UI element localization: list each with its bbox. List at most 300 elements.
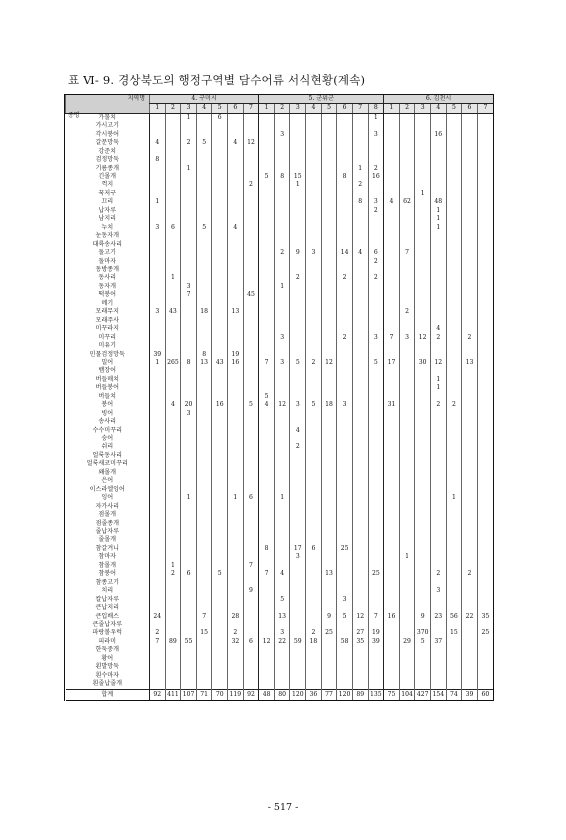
count-cell	[243, 300, 259, 308]
count-cell	[306, 477, 322, 485]
count-cell	[196, 655, 212, 663]
count-cell	[243, 334, 259, 342]
count-cell	[165, 629, 181, 637]
count-cell	[165, 579, 181, 587]
count-cell	[399, 579, 415, 587]
count-cell	[306, 418, 322, 426]
table-row	[66, 494, 494, 502]
count-cell	[462, 139, 478, 147]
count-cell	[259, 553, 275, 561]
count-cell	[228, 317, 244, 325]
count-cell: 1	[430, 376, 446, 384]
count-cell	[477, 646, 493, 654]
site-number-header: 4	[306, 104, 322, 113]
species-name: 갈문망둑	[95, 139, 120, 147]
count-cell	[399, 477, 415, 485]
count-cell	[181, 393, 197, 401]
count-cell	[243, 359, 259, 367]
count-cell	[274, 427, 290, 435]
count-cell	[415, 249, 431, 257]
count-cell	[477, 241, 493, 249]
total-cell: 71	[196, 689, 212, 700]
count-cell	[399, 207, 415, 215]
count-cell	[430, 545, 446, 553]
count-cell	[321, 173, 337, 181]
count-cell: 43	[212, 359, 228, 367]
count-cell	[446, 384, 462, 392]
count-cell	[212, 629, 228, 637]
count-cell	[399, 139, 415, 147]
count-cell	[462, 646, 478, 654]
count-cell	[259, 680, 275, 689]
count-cell: 12	[259, 638, 275, 646]
count-cell	[259, 655, 275, 663]
count-cell	[243, 511, 259, 519]
site-number-header: 7	[477, 104, 493, 113]
count-cell	[306, 384, 322, 392]
count-cell: 5	[306, 401, 322, 409]
count-cell	[446, 553, 462, 561]
count-cell	[337, 351, 353, 359]
count-cell	[337, 553, 353, 561]
count-cell	[290, 562, 306, 570]
count-cell	[352, 148, 368, 156]
count-cell	[399, 258, 415, 266]
count-cell	[165, 443, 181, 451]
count-cell: 1	[165, 274, 181, 282]
count-cell	[165, 215, 181, 223]
count-cell: 1	[228, 494, 244, 502]
count-cell	[243, 629, 259, 637]
count-cell	[368, 308, 384, 316]
count-cell: 3	[430, 587, 446, 595]
count-cell	[274, 672, 290, 680]
count-cell	[321, 655, 337, 663]
count-cell	[150, 291, 166, 299]
count-cell	[477, 376, 493, 384]
species-name: 메기	[101, 299, 114, 307]
count-cell: 5	[274, 596, 290, 604]
count-cell	[430, 646, 446, 654]
count-cell: 25	[337, 545, 353, 553]
count-cell	[368, 351, 384, 359]
count-cell	[352, 131, 368, 139]
species-name: 민물검정망둑	[89, 350, 125, 358]
count-cell	[196, 325, 212, 333]
count-cell	[477, 384, 493, 392]
table-row	[66, 131, 494, 139]
count-cell	[228, 646, 244, 654]
count-cell	[430, 148, 446, 156]
count-cell	[290, 418, 306, 426]
count-cell: 3	[274, 629, 290, 637]
count-cell	[306, 486, 322, 494]
count-cell	[274, 122, 290, 130]
count-cell	[228, 198, 244, 206]
count-cell: 1	[368, 113, 384, 122]
count-cell	[228, 427, 244, 435]
count-cell: 12	[352, 613, 368, 621]
count-cell	[196, 435, 212, 443]
site-number-header: 4	[430, 104, 446, 113]
count-cell	[259, 317, 275, 325]
count-cell: 14	[337, 249, 353, 257]
count-cell: 18	[321, 401, 337, 409]
count-cell	[212, 300, 228, 308]
count-cell	[446, 215, 462, 223]
count-cell	[243, 503, 259, 511]
count-cell: 265	[167, 358, 179, 366]
count-cell	[196, 646, 212, 654]
count-cell	[337, 570, 353, 578]
count-cell	[228, 604, 244, 612]
count-cell	[181, 545, 197, 553]
count-cell	[477, 190, 493, 198]
count-cell: 6	[243, 638, 259, 646]
count-cell	[462, 520, 478, 528]
count-cell	[306, 503, 322, 511]
count-cell	[150, 249, 166, 257]
count-cell: 13	[196, 359, 212, 367]
count-cell	[446, 646, 462, 654]
count-cell	[150, 672, 166, 680]
count-cell: 16	[430, 131, 446, 139]
species-name: 숭어	[101, 435, 114, 443]
count-cell	[259, 291, 275, 299]
count-cell	[446, 190, 462, 198]
count-cell	[477, 604, 493, 612]
count-cell	[321, 317, 337, 325]
count-cell	[399, 418, 415, 426]
count-cell	[274, 148, 290, 156]
count-cell	[243, 672, 259, 680]
count-cell	[477, 545, 493, 553]
count-cell	[228, 207, 244, 215]
count-cell: 31	[384, 401, 400, 409]
count-cell	[196, 207, 212, 215]
count-cell	[306, 511, 322, 519]
count-cell	[399, 131, 415, 139]
count-cell	[415, 376, 431, 384]
count-cell	[399, 266, 415, 274]
count-cell	[337, 663, 353, 671]
count-cell: 3	[337, 596, 353, 604]
count-cell	[399, 325, 415, 333]
count-cell	[321, 291, 337, 299]
count-cell	[430, 165, 446, 173]
count-cell	[165, 122, 181, 130]
count-cell	[212, 418, 228, 426]
count-cell	[243, 596, 259, 604]
count-cell	[306, 325, 322, 333]
count-cell	[352, 156, 368, 164]
count-cell	[462, 367, 478, 375]
count-cell	[196, 553, 212, 561]
table-row	[66, 384, 494, 392]
count-cell: 1	[274, 494, 290, 502]
count-cell	[243, 215, 259, 223]
count-cell	[212, 325, 228, 333]
count-cell	[321, 494, 337, 502]
count-cell	[352, 443, 368, 451]
count-cell	[462, 536, 478, 544]
count-cell	[415, 224, 431, 232]
region-header: 4. 구미시	[150, 95, 259, 104]
count-cell	[321, 367, 337, 375]
count-cell: 45	[243, 291, 259, 299]
count-cell	[430, 629, 446, 637]
count-cell	[321, 621, 337, 629]
count-cell	[352, 579, 368, 587]
count-cell	[368, 317, 384, 325]
count-cell: 22	[462, 613, 478, 621]
count-cell	[352, 393, 368, 401]
count-cell	[384, 587, 400, 595]
count-cell	[337, 672, 353, 680]
count-cell	[306, 435, 322, 443]
count-cell	[446, 503, 462, 511]
count-cell	[196, 672, 212, 680]
count-cell	[337, 283, 353, 291]
count-cell	[306, 680, 322, 689]
count-cell	[446, 325, 462, 333]
count-cell	[274, 393, 290, 401]
count-cell	[212, 427, 228, 435]
count-cell	[306, 646, 322, 654]
count-cell: 4	[228, 224, 244, 232]
count-cell	[368, 139, 384, 147]
count-cell	[337, 156, 353, 164]
count-cell: 3	[290, 553, 306, 561]
count-cell	[196, 638, 212, 646]
count-cell: 1	[430, 215, 446, 223]
species-name: 기름종개	[95, 164, 120, 172]
count-cell	[399, 494, 415, 502]
table-row	[66, 629, 494, 637]
count-cell: 3	[306, 249, 322, 257]
count-cell	[477, 300, 493, 308]
count-cell	[165, 393, 181, 401]
count-cell	[477, 520, 493, 528]
count-cell	[337, 308, 353, 316]
count-cell	[352, 300, 368, 308]
count-cell	[228, 241, 244, 249]
count-cell	[384, 291, 400, 299]
species-name: 횐발망둑	[95, 663, 120, 671]
count-cell	[321, 663, 337, 671]
species-name: 얼룩새코미꾸리	[86, 460, 128, 468]
count-cell	[368, 587, 384, 595]
count-cell	[181, 528, 197, 536]
count-cell	[150, 520, 166, 528]
count-cell	[415, 308, 431, 316]
count-cell	[321, 198, 337, 206]
count-cell	[384, 520, 400, 528]
species-name: 참갈겨니	[95, 544, 120, 552]
count-cell	[368, 435, 384, 443]
count-cell: 7	[384, 334, 400, 342]
count-cell	[259, 443, 275, 451]
count-cell	[228, 122, 244, 130]
count-cell	[306, 266, 322, 274]
count-cell	[368, 342, 384, 350]
count-cell: 2	[368, 274, 384, 282]
count-cell	[290, 536, 306, 544]
count-cell	[290, 215, 306, 223]
total-row	[66, 689, 494, 700]
count-cell	[368, 291, 384, 299]
count-cell: 35	[352, 638, 368, 646]
count-cell	[462, 291, 478, 299]
count-cell	[415, 215, 431, 223]
species-name: 돌마자	[98, 257, 117, 265]
count-cell	[446, 300, 462, 308]
count-cell	[462, 198, 478, 206]
count-cell	[368, 410, 384, 418]
count-cell	[165, 325, 181, 333]
table-row	[66, 452, 494, 460]
count-cell	[290, 604, 306, 612]
count-cell	[384, 528, 400, 536]
count-cell	[337, 503, 353, 511]
count-cell	[384, 376, 400, 384]
count-cell	[212, 190, 228, 198]
count-cell	[352, 308, 368, 316]
count-cell	[259, 494, 275, 502]
count-cell	[399, 410, 415, 418]
count-cell	[228, 418, 244, 426]
count-cell	[321, 410, 337, 418]
count-cell	[368, 621, 384, 629]
count-cell	[274, 342, 290, 350]
table-row	[66, 427, 494, 435]
count-cell	[243, 536, 259, 544]
table-row	[66, 266, 494, 274]
count-cell	[165, 486, 181, 494]
table-row	[66, 215, 494, 223]
count-cell	[243, 148, 259, 156]
count-cell: 5	[415, 638, 431, 646]
count-cell	[243, 443, 259, 451]
count-cell	[430, 274, 446, 282]
count-cell	[384, 511, 400, 519]
count-cell	[415, 156, 431, 164]
count-cell	[384, 469, 400, 477]
count-cell	[477, 249, 493, 257]
count-cell	[321, 122, 337, 130]
count-cell	[165, 384, 181, 392]
count-cell	[212, 317, 228, 325]
count-cell	[150, 207, 166, 215]
count-cell	[243, 122, 259, 130]
count-cell	[384, 410, 400, 418]
count-cell	[243, 621, 259, 629]
count-cell	[243, 579, 259, 587]
count-cell	[415, 621, 431, 629]
count-cell	[228, 536, 244, 544]
count-cell	[306, 579, 322, 587]
count-cell	[165, 663, 181, 671]
count-cell	[477, 232, 493, 240]
count-cell	[212, 477, 228, 485]
count-cell	[430, 418, 446, 426]
total-cell: 104	[399, 689, 415, 700]
count-cell	[181, 207, 197, 215]
count-cell	[446, 181, 462, 189]
count-cell	[321, 300, 337, 308]
count-cell	[446, 469, 462, 477]
count-cell: 2	[368, 258, 384, 266]
count-cell	[243, 435, 259, 443]
count-cell: 7	[259, 570, 275, 578]
count-cell	[352, 241, 368, 249]
count-cell	[321, 190, 337, 198]
count-cell	[415, 443, 431, 451]
count-cell	[181, 334, 197, 342]
count-cell	[337, 604, 353, 612]
count-cell	[181, 536, 197, 544]
count-cell	[228, 579, 244, 587]
table-row	[66, 579, 494, 587]
count-cell	[259, 562, 275, 570]
count-cell	[259, 477, 275, 485]
count-cell	[274, 384, 290, 392]
count-cell	[212, 291, 228, 299]
count-cell	[321, 181, 337, 189]
count-cell: 4	[430, 325, 446, 333]
count-cell	[165, 241, 181, 249]
count-cell	[165, 477, 181, 485]
count-cell: 25	[321, 629, 337, 637]
count-cell	[274, 351, 290, 359]
count-cell	[384, 393, 400, 401]
count-cell	[165, 351, 181, 359]
count-cell	[150, 435, 166, 443]
count-cell: 17	[384, 359, 400, 367]
count-cell	[259, 511, 275, 519]
count-cell	[212, 139, 228, 147]
count-cell	[150, 165, 166, 173]
count-cell	[384, 435, 400, 443]
count-cell	[477, 351, 493, 359]
count-cell	[462, 511, 478, 519]
count-cell	[259, 587, 275, 595]
table-row	[66, 198, 494, 206]
count-cell	[415, 418, 431, 426]
count-cell	[337, 511, 353, 519]
count-cell	[259, 113, 275, 122]
count-cell	[477, 486, 493, 494]
count-cell	[337, 655, 353, 663]
count-cell	[196, 494, 212, 502]
count-cell	[337, 536, 353, 544]
count-cell	[290, 520, 306, 528]
count-cell	[259, 672, 275, 680]
count-cell	[337, 342, 353, 350]
count-cell	[165, 646, 181, 654]
count-cell	[165, 258, 181, 266]
count-cell	[259, 427, 275, 435]
count-cell	[477, 469, 493, 477]
count-cell	[462, 562, 478, 570]
count-cell	[150, 604, 166, 612]
count-cell	[430, 443, 446, 451]
count-cell	[274, 663, 290, 671]
count-cell	[368, 646, 384, 654]
species-name: 흰수마자	[95, 671, 120, 679]
count-cell	[274, 435, 290, 443]
count-cell	[384, 384, 400, 392]
